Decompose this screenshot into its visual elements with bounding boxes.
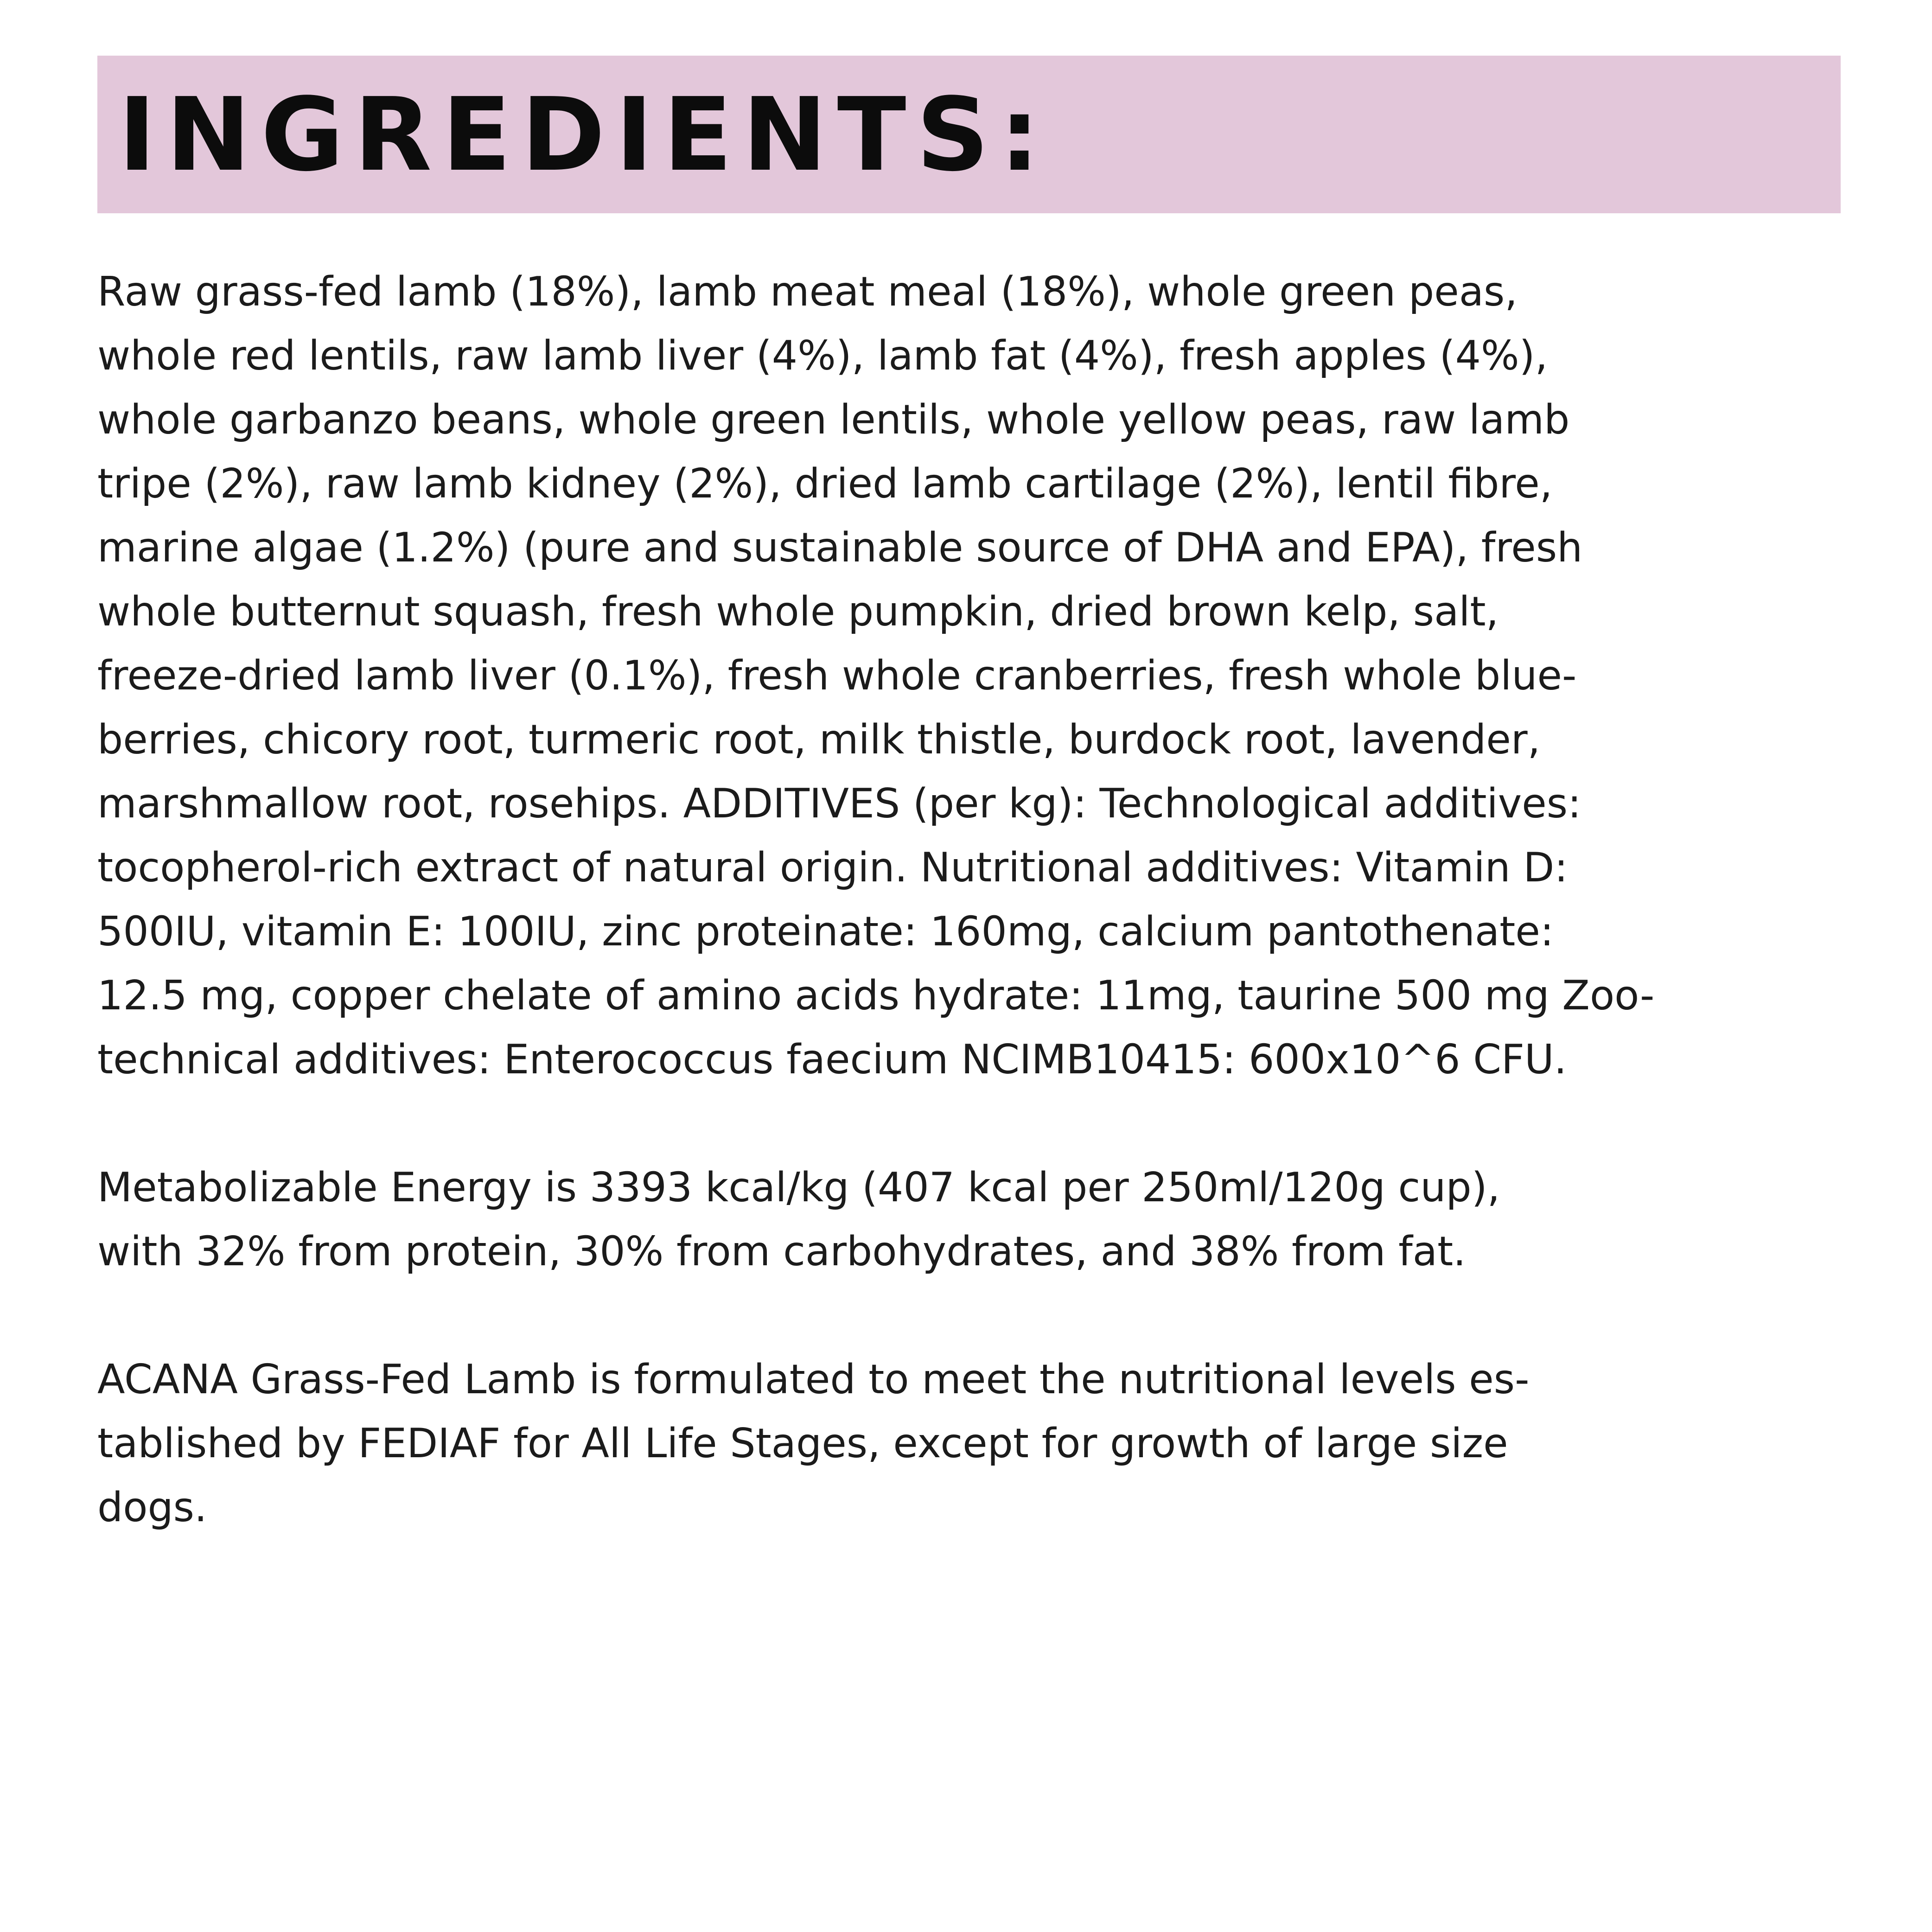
ingredients-line: Raw grass-fed lamb (18%), lamb meat meal (18%), whole green peas, (97, 268, 1518, 315)
energy-line: with 32% from protein, 30% from carbohydrates, and 38% from fat. (97, 1228, 1466, 1275)
statement-line: ACANA Grass-Fed Lamb is formulated to meet the nutritional levels es- (97, 1356, 1530, 1403)
ingredients-line: berries, chicory root, turmeric root, milk thistle, burdock root, lavender, (97, 716, 1541, 763)
statement-line: tablished by FEDIAF for All Life Stages, except for growth of large size (97, 1420, 1508, 1467)
nutritional-statement-paragraph (97, 1347, 1841, 1539)
energy-line: Metabolizable Energy is 3393 kcal/kg (407 kcal per 250ml/120g cup), (97, 1164, 1500, 1211)
content-area (97, 260, 1841, 1539)
energy-paragraph (97, 1155, 1841, 1283)
ingredients-line: marine algae (1.2%) (pure and sustainable source of DHA and EPA), fresh (97, 524, 1583, 571)
ingredients-line: whole butternut squash, fresh whole pumpkin, dried brown kelp, salt, (97, 588, 1499, 635)
ingredients-line: tocopherol-rich extract of natural origin. Nutritional additives: Vitamin D: (97, 844, 1568, 891)
ingredients-line: whole red lentils, raw lamb liver (4%), lamb fat (4%), fresh apples (4%), (97, 332, 1548, 379)
ingredients-line: 12.5 mg, copper chelate of amino acids hydrate: 11mg, taurine 500 mg Zoo- (97, 972, 1655, 1019)
ingredients-line: marshmallow root, rosehips. ADDITIVES (per kg): Technological additives: (97, 780, 1581, 827)
statement-line: dogs. (97, 1484, 207, 1531)
header-band (97, 56, 1841, 213)
ingredients-line: whole garbanzo beans, whole green lentils, whole yellow peas, raw lamb (97, 396, 1570, 443)
ingredients-line: tripe (2%), raw lamb kidney (2%), dried lamb cartilage (2%), lentil fibre, (97, 460, 1553, 507)
ingredients-line: 500IU, vitamin E: 100IU, zinc proteinate: 160mg, calcium pantothenate: (97, 908, 1554, 955)
ingredients-paragraph (97, 260, 1841, 1091)
ingredients-line: freeze-dried lamb liver (0.1%), fresh whole cranberries, fresh whole blue- (97, 652, 1577, 699)
ingredients-line: technical additives: Enterococcus faecium NCIMB10415: 600x10^6 CFU. (97, 1036, 1567, 1083)
page-title: INGREDIENTS: (118, 77, 1050, 194)
